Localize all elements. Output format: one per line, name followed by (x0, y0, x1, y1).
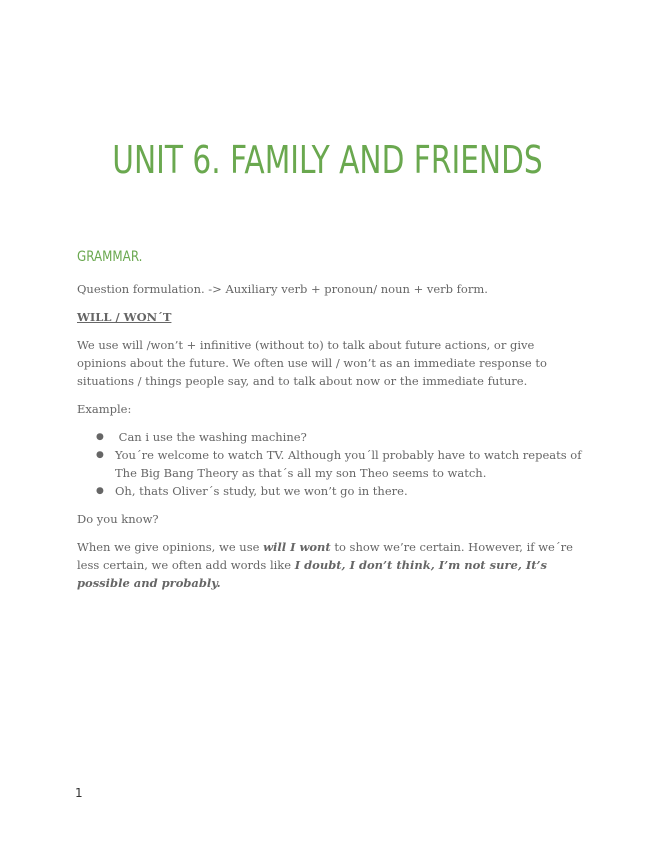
document-title: UNIT 6. FAMILY AND FRIENDS (112, 138, 543, 182)
example-text: You´re welcome to watch TV. Although you´ll probably have to watch repeats of The Big Bang Theory as that´s all my son Theo seems to watch. (115, 448, 582, 480)
opinions-text-part2: to show we’re certain. However, if we´re less certain, we often add words like (77, 540, 573, 572)
question-formulation-text: Question formulation. -> Auxiliary verb + pronoun/ noun + verb form. (77, 282, 488, 296)
page-number: 1 (75, 786, 83, 800)
list-item (96, 446, 587, 482)
bullet-icon: ● (96, 432, 104, 442)
opinions-text-part1: When we give opinions, we use (77, 540, 264, 554)
do-you-know-label: Do you know? (77, 512, 159, 526)
example-list (77, 428, 587, 500)
example-label: Example: (77, 402, 132, 416)
opinions-paragraph (77, 538, 587, 592)
list-item (96, 482, 587, 500)
will-wont-explanation: We use will /won’t + infinitive (without to) to talk about future actions, or give opinions about the future. We often use will / won’t as an immediate response to situations / things people say, and to talk about now or the immediate future. (77, 338, 547, 388)
document-body (77, 247, 587, 602)
opinions-emphasis-phrases: I doubt, I don’t think, I’m not sure, It’s possible and probably. (77, 558, 548, 590)
opinions-emphasis-will: will I wont (263, 540, 331, 554)
section-heading-grammar: GRAMMAR. (77, 249, 143, 265)
example-text: Can i use the washing machine? (115, 430, 307, 444)
example-text: Oh, thats Oliver´s study, but we won’t go in there. (115, 484, 408, 498)
bullet-icon: ● (96, 486, 104, 496)
list-item (96, 428, 587, 446)
will-wont-subheading: WILL / WON´T (77, 310, 172, 324)
bullet-icon: ● (96, 450, 104, 460)
